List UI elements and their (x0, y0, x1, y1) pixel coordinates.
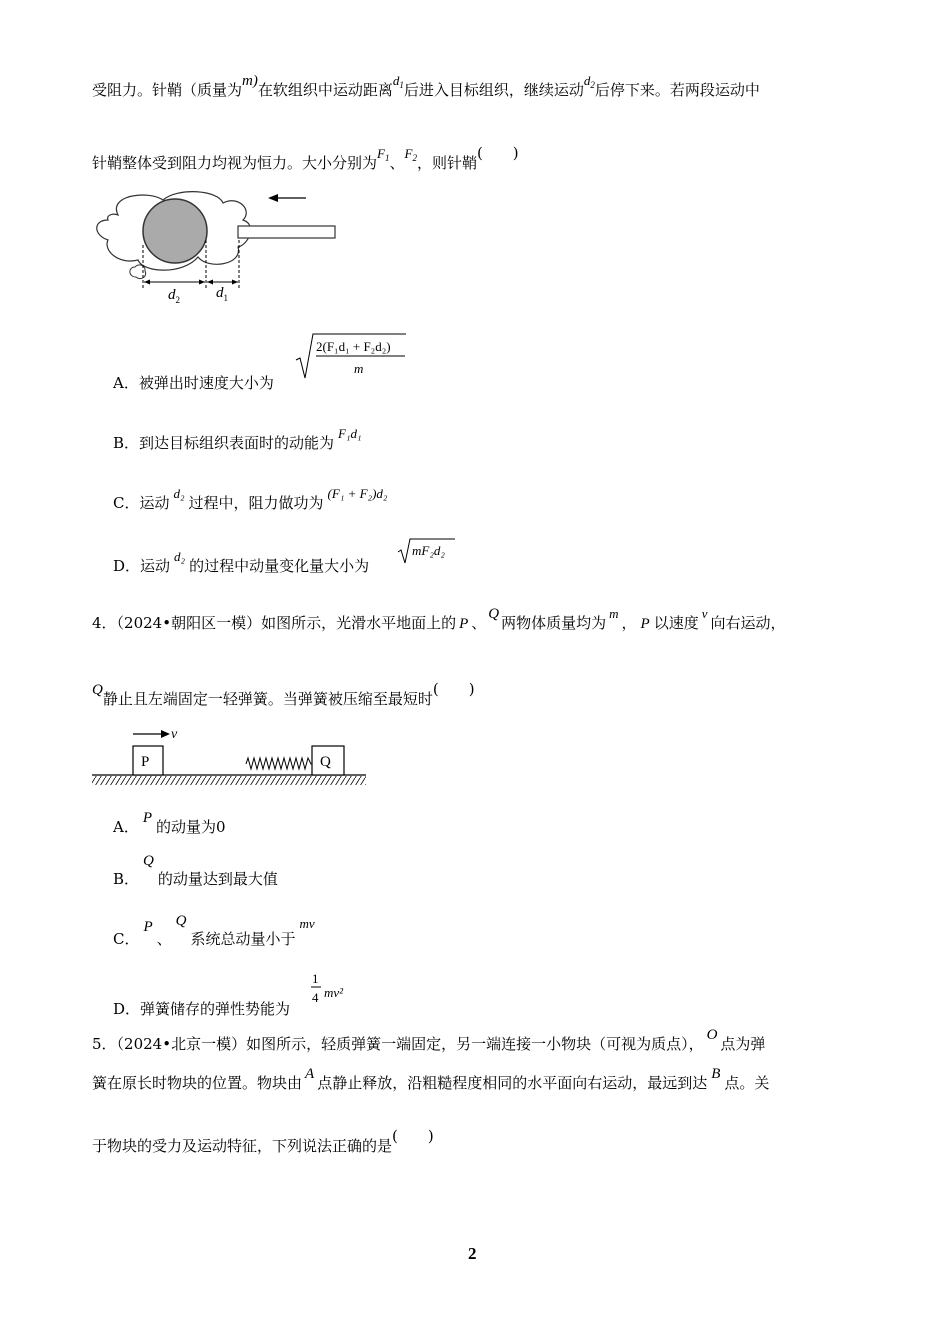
svg-text:Q: Q (320, 754, 331, 770)
q3-line-1: 受阻力。针鞘（质量为m)在软组织中运动距离$d_1$后进入目标组织，继续运动$d_2$后停下来。若两段运动中 (92, 73, 760, 99)
q3-figure-needle-tissue (88, 185, 348, 310)
q3-option-d: D．运动d₂的过程中动量变化量大小为 (113, 549, 370, 575)
q4-figure-blocks-spring (90, 722, 370, 792)
q4-line-2: Q静止且左端固定一轻弹簧。当弹簧被压缩至最短时( ) (92, 680, 475, 708)
svg-text:mv²: mv² (324, 985, 344, 1000)
target-tissue-sphere (143, 199, 207, 263)
q4-line-1: 4．（2024•朝阳区一模）如图所示，光滑水平地面上的 P 、 Q 两物体质量均为m， P 以速度v向右运动， (92, 606, 786, 632)
q5-line-2: 簧在原长时物块的位置。物块由 A 点静止释放，沿粗糙程度相同的水平面向右运动，最远到达 B 点。关 (92, 1066, 770, 1092)
svg-text:P: P (141, 754, 150, 770)
q4-option-d-formula (309, 970, 354, 1010)
q5-line-1: 5．（2024•北京一模）如图所示，轻质弹簧一端固定，另一端连接一小物块（可视为质点）， O 点为弹 (92, 1027, 766, 1053)
q3-option-a-formula (294, 330, 409, 382)
ground-hatch (92, 776, 366, 785)
svg-text:mF₂d₂: mF₂d₂ (412, 543, 445, 558)
svg-text:2(F₁d₁ + F₂d₂): 2(F₁d₁ + F₂d₂) (316, 339, 391, 354)
q3-option-a: A．被弹出时速度大小为 (113, 374, 274, 392)
q5-line-3: 于物块的受力及运动特征，下列说法正确的是( ) (92, 1127, 434, 1155)
q4-option-d: D．弹簧储存的弹性势能为 (113, 1000, 291, 1018)
q4-option-c: C．P、Q系统总动量小于mv (113, 913, 315, 948)
needle-sheath (238, 226, 335, 238)
q3-option-c: C．运动d₂过程中，阻力做功为(F₁ + F₂)d₂ (113, 486, 388, 512)
page-number: 2 (468, 1244, 477, 1263)
svg-text:m: m (354, 361, 364, 376)
q3-option-d-formula (397, 536, 459, 566)
velocity-arrow-head (161, 730, 170, 738)
q3-option-b: B．到达目标组织表面时的动能为F₁d₁ (113, 426, 362, 452)
q4-option-a: A． P 的动量为0 (113, 810, 226, 836)
spring (246, 758, 312, 769)
label-d2: $d_2$ (168, 287, 180, 305)
label-d1: $d_1$ (216, 285, 228, 303)
q4-option-b: B．Q的动量达到最大值 (113, 853, 278, 888)
svg-text:1: 1 (312, 971, 319, 986)
direction-arrow-head (268, 194, 278, 202)
svg-text:v: v (171, 727, 178, 742)
q3-line-2: 针鞘整体受到阻力均视为恒力。大小分别为$F_1$、$F_2$，则针鞘( ) (92, 144, 519, 172)
svg-text:4: 4 (312, 990, 319, 1005)
